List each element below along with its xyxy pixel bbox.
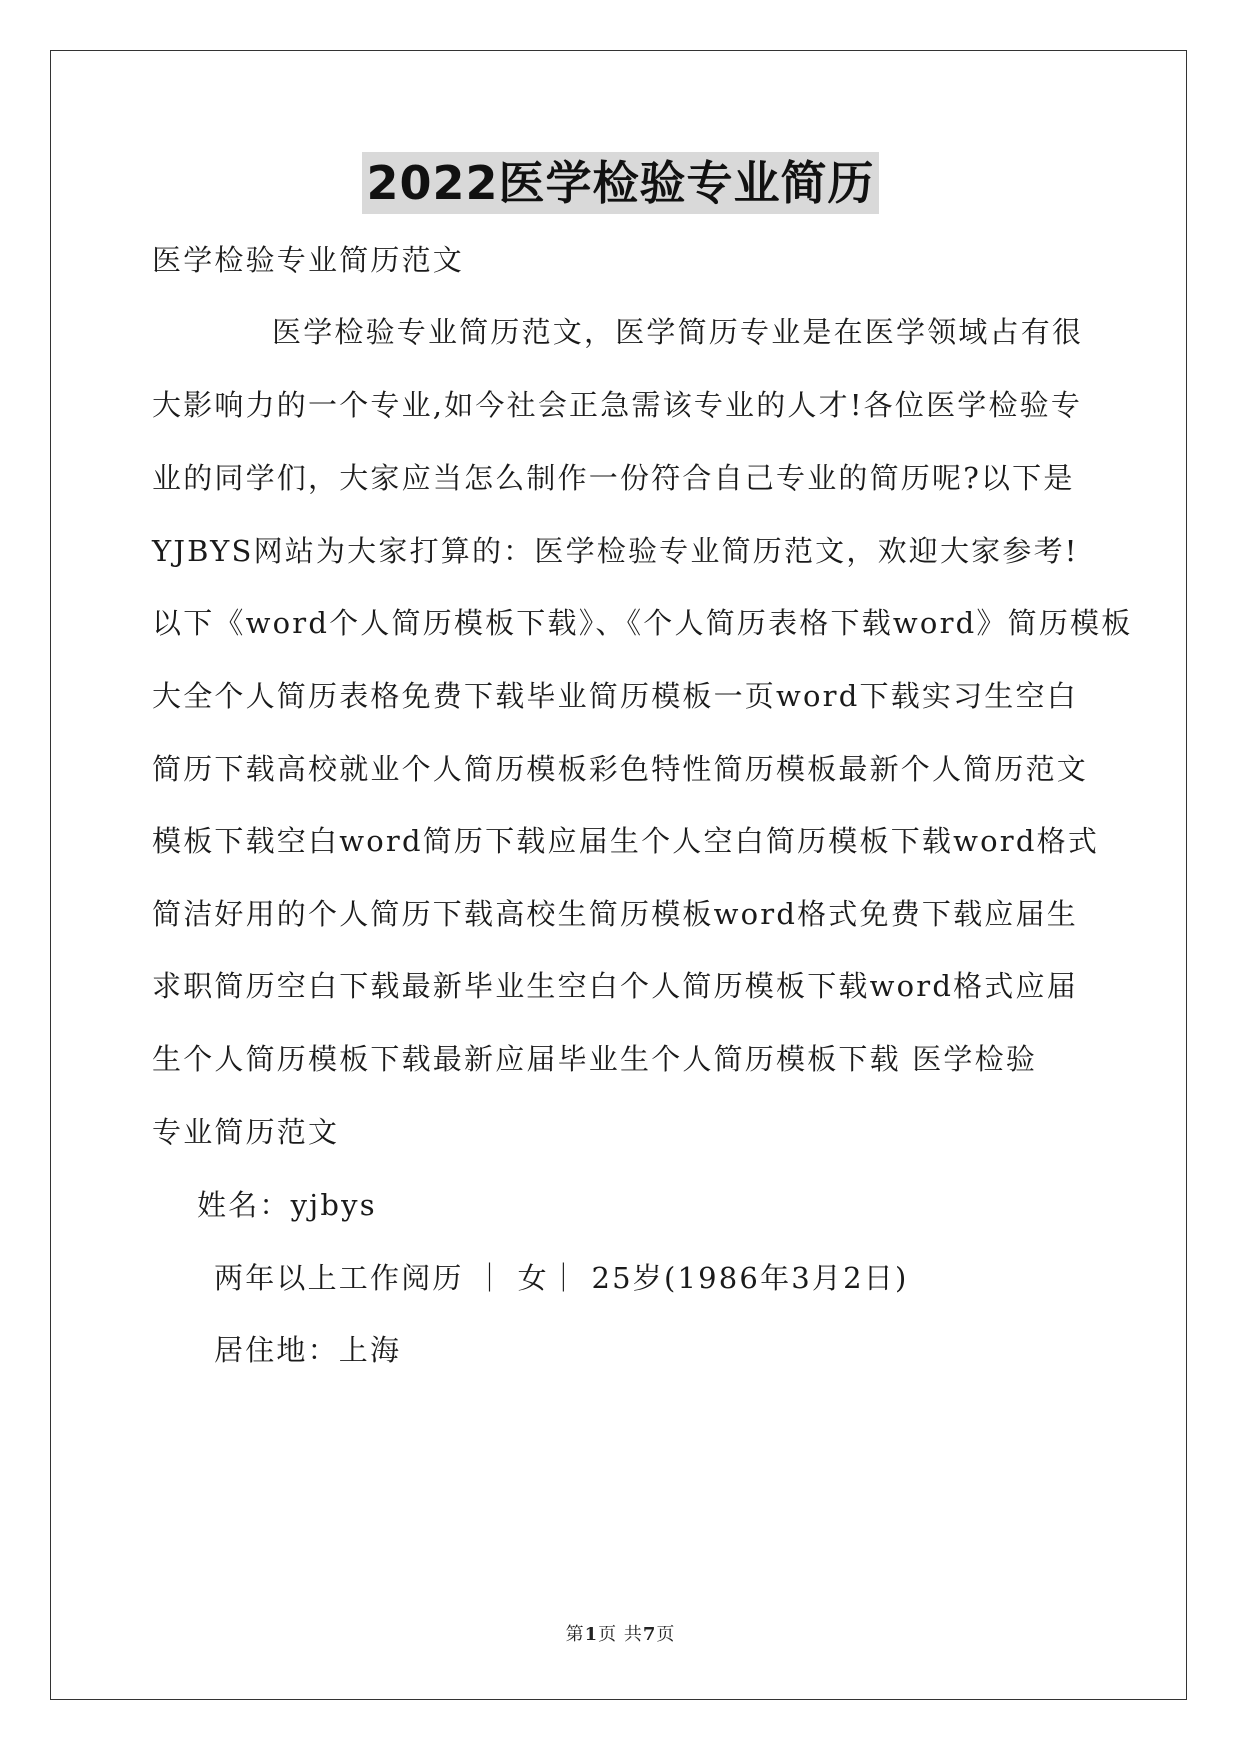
footer-page-total: 7	[642, 1624, 657, 1645]
paragraph-line-12: 专业简历范文	[152, 1115, 340, 1149]
document-subtitle: 医学检验专业简历范文	[152, 243, 465, 277]
paragraph-line-7: 简历下载高校就业个人简历模板彩色特性简历模板最新个人简历范文	[152, 752, 1089, 786]
paragraph-line-5: 以下《word个人简历模板下载》、《个人简历表格下载word》简历模板	[152, 606, 1133, 640]
footer-page-mid: 页 共	[598, 1624, 643, 1645]
paragraph-line-6: 大全个人简历表格免费下载毕业简历模板一页word下载实习生空白	[152, 679, 1078, 713]
experience-line: 两年以上工作阅历 ｜ 女｜ 25岁(1986年3月2日)	[214, 1261, 909, 1295]
footer-page-current: 1	[584, 1624, 599, 1645]
paragraph-line-11: 生个人简历模板下载最新应届毕业生个人简历模板下载 医学检验	[152, 1042, 1038, 1076]
document-title: 2022医学检验专业简历	[362, 152, 878, 214]
paragraph-line-4: YJBYS网站为大家打算的：医学检验专业简历范文，欢迎大家参考!	[152, 534, 1079, 568]
page-border	[50, 50, 1187, 1700]
footer-page-prefix: 第	[565, 1624, 585, 1645]
footer-page-suffix: 页	[656, 1624, 676, 1645]
residence-line: 居住地：上海	[214, 1333, 402, 1367]
page-footer	[0, 1620, 1241, 1646]
paragraph-line-9: 简洁好用的个人简历下载高校生简历模板word格式免费下载应届生	[152, 897, 1078, 931]
paragraph-line-1: 医学检验专业简历范文，医学简历专业是在医学领域占有很	[272, 315, 1084, 349]
title-container	[0, 152, 1241, 214]
paragraph-line-8: 模板下载空白word简历下载应届生个人空白简历模板下载word格式	[152, 824, 1100, 858]
paragraph-line-2: 大影响力的一个专业,如今社会正急需该专业的人才!各位医学检验专	[152, 388, 1083, 422]
name-line: 姓名：yjbys	[197, 1188, 377, 1222]
paragraph-line-10: 求职简历空白下载最新毕业生空白个人简历模板下载word格式应届	[152, 969, 1078, 1003]
paragraph-line-3: 业的同学们，大家应当怎么制作一份符合自己专业的简历呢?以下是	[152, 461, 1075, 495]
